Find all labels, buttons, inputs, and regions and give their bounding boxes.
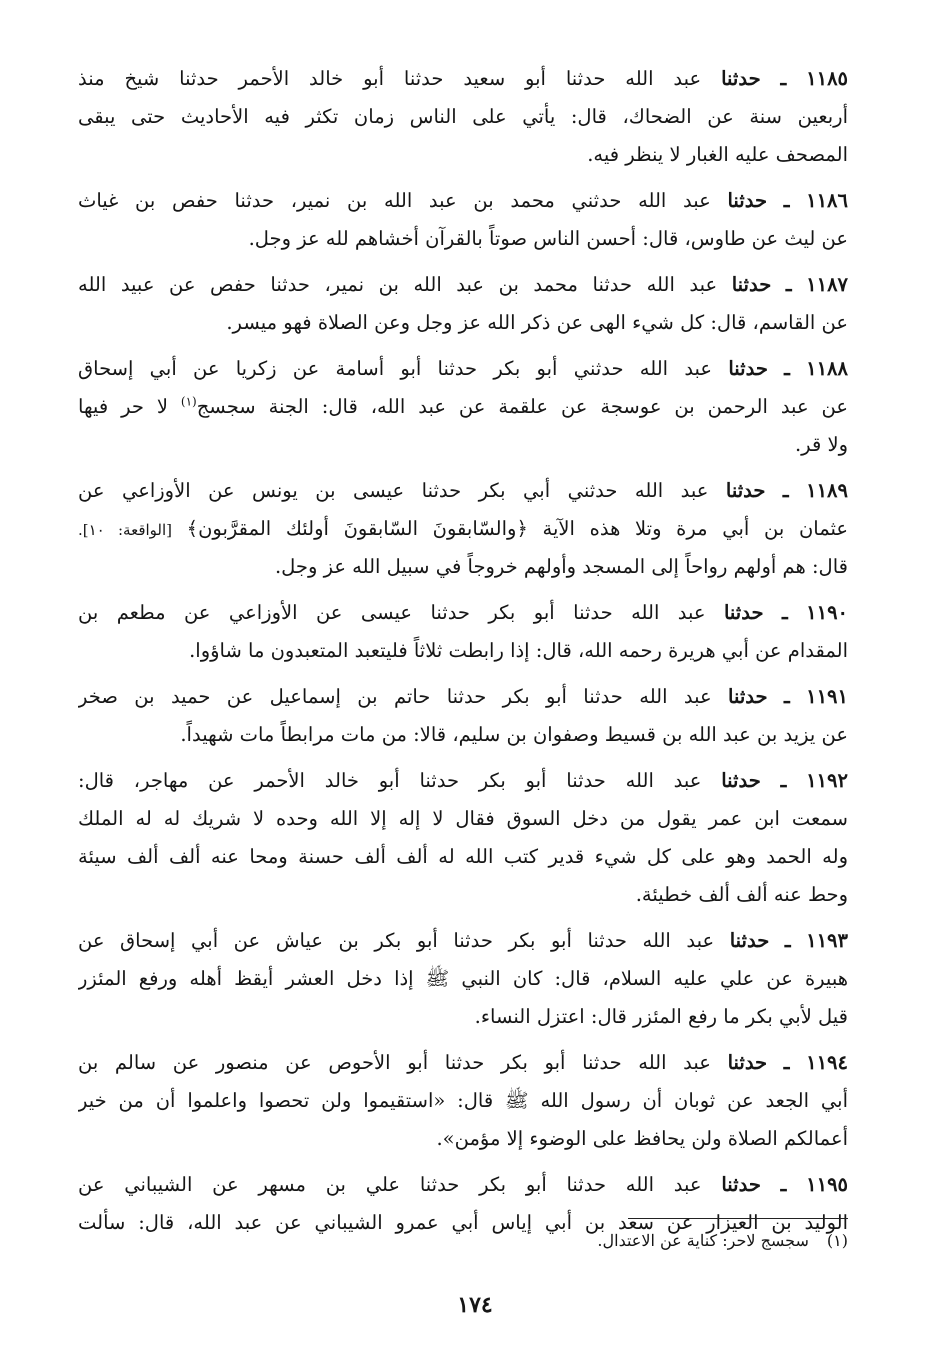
entry-number: ١١٨٨ — [806, 357, 848, 380]
hadith-entry-1189 — [78, 472, 848, 586]
entry-number: ١١٨٥ — [806, 67, 848, 90]
narration-keyword: حدثنا — [728, 357, 768, 380]
entry-line: ولا قر. — [794, 433, 848, 456]
footnote-divider — [628, 1218, 848, 1219]
hadith-entry-1187 — [78, 266, 848, 342]
narration-keyword: حدثنا — [721, 769, 761, 792]
entry-line: أبي الجعد عن ثوبان أن رسول الله ﷺ قال: «استقيموا ولن تحصوا واعلموا أن من خير — [78, 1089, 848, 1112]
entry-first-line: ١١٩٤ ـ حدثنا عبد الله حدثنا أبو بكر حدثنا أبو الأحوص عن منصور عن سالم بن — [78, 1051, 848, 1074]
narration-keyword: حدثنا — [721, 1173, 761, 1196]
entry-first-line: ١١٩٥ ـ حدثنا عبد الله حدثنا أبو بكر حدثنا علي بن مسهر عن الشيباني عن — [78, 1173, 848, 1196]
entry-number: ١١٩٣ — [806, 929, 848, 952]
entry-line: قال: هم أولهم رواحاً إلى المسجد وأولهم خروجاً في سبيل الله عز وجل. — [274, 555, 848, 578]
entry-line: سمعت ابن عمر يقول من دخل السوق فقال لا إله إلا الله وحده لا شريك له له الملك — [78, 807, 848, 830]
entry-line: وله الحمد وهو على كل شيء قدير كتب الله له ألف ألف حسنة ومحا عنه ألف ألف سيئة — [78, 845, 848, 868]
entry-line: عن القاسم، قال: كل شيء الهى عن ذكر الله عز وجل وعن الصلاة فهو ميسر. — [226, 311, 848, 334]
hadith-entry-1188 — [78, 350, 848, 464]
hadith-entry-1186 — [78, 182, 848, 258]
narration-keyword: حدثنا — [725, 479, 766, 502]
hadith-entry-1191 — [78, 678, 848, 754]
narration-keyword: حدثنا — [729, 929, 770, 952]
entry-line: عثمان بن أبي مرة وتلا هذه الآية ﴿والسّابقونَ السّابقونَ أولئك المقرَّبون﴾ [الواقعة: ١٠]. — [78, 517, 848, 540]
entry-number: ١١٨٦ — [806, 189, 848, 212]
entry-number: ١١٩٤ — [806, 1051, 848, 1074]
quran-verse-reference: [الواقعة: ١٠]. — [78, 521, 172, 539]
entry-line: عن عبد الرحمن بن عوسجة عن علقمة عن عبد الله، قال: الجنة سجسج$^{(١)}$ لا حر فيها — [78, 394, 848, 418]
entry-number: ١١٨٧ — [806, 273, 848, 296]
narration-keyword: حدثنا — [728, 685, 768, 708]
hadith-entry-1193 — [78, 922, 848, 1036]
narration-keyword: حدثنا — [723, 601, 764, 624]
footnote — [248, 1228, 848, 1254]
narration-keyword: حدثنا — [731, 273, 772, 296]
footnote-reference: (١) — [180, 394, 197, 409]
entry-first-line: ١١٨٥ ـ حدثنا عبد الله حدثنا أبو سعيد حدثنا أبو خالد الأحمر حدثنا شيخ منذ — [78, 67, 848, 90]
hadith-entry-1194 — [78, 1044, 848, 1158]
entry-number: ١١٩٠ — [806, 601, 848, 624]
entry-line: عن ليث عن طاوس، قال: أحسن الناس صوتاً بالقرآن أخشاهم لله عز وجل. — [248, 227, 848, 250]
entry-line: عن يزيد بن عبد الله بن قسيط وصفوان بن سليم، قالا: من مات مرابطاً مات شهيداً. — [180, 723, 848, 746]
entry-first-line: ١١٩١ ـ حدثنا عبد الله حدثنا أبو بكر حدثنا حاتم بن إسماعيل عن حميد بن صخر — [78, 685, 848, 708]
entry-line: قيل لأبي بكر ما رفع المئزر قال: اعتزل النساء. — [474, 1005, 848, 1028]
hadith-entry-1190 — [78, 594, 848, 670]
entry-line: الوليد بن العيزار عن سعد بن أبي إياس أبي عمرو الشيباني عن عبد الله، قال: سألت — [78, 1211, 848, 1234]
narration-keyword: حدثنا — [727, 1051, 768, 1074]
entry-number: ١١٩٢ — [806, 769, 848, 792]
entry-line: وحط عنه ألف ألف خطيئة. — [635, 883, 848, 906]
entry-number: ١١٩٥ — [806, 1173, 848, 1196]
narration-keyword: حدثنا — [727, 189, 768, 212]
entry-line: هبيرة عن علي عليه السلام، قال: كان النبي ﷺ إذا دخل العشر أيقظ أهله ورفع المئزر — [78, 967, 848, 990]
page-number: ١٧٤ — [457, 1292, 493, 1318]
hadith-entry-1185 — [78, 60, 848, 174]
entry-first-line: ١١٩٢ ـ حدثنا عبد الله حدثنا أبو بكر حدثنا أبو خالد الأحمر عن مهاجر، قال: — [78, 769, 848, 792]
entry-line: المقدام عن أبي هريرة رحمه الله، قال: إذا رابطت ثلاثاً فليتعبد المتعبدون ما شاؤوا. — [189, 639, 848, 662]
entry-line: أعمالكم الصلاة ولن يحافظ على الوضوء إلا مؤمن». — [436, 1127, 848, 1150]
narration-keyword: حدثنا — [721, 67, 761, 90]
entry-first-line: ١١٩٣ ـ حدثنا عبد الله حدثنا أبو بكر حدثنا أبو بكر بن عياش عن أبي إسحاق عن — [78, 929, 848, 952]
footnote-number: (١) — [826, 1231, 848, 1250]
entry-first-line: ١١٩٠ ـ حدثنا عبد الله حدثنا أبو بكر حدثنا عيسى عن الأوزاعي عن مطعم بن — [78, 601, 848, 624]
entry-first-line: ١١٨٧ ـ حدثنا عبد الله حدثنا محمد بن عبد الله بن نمير، حدثنا حفص عن عبيد الله — [78, 273, 848, 296]
entry-number: ١١٩١ — [806, 685, 848, 708]
hadith-entry-1192 — [78, 762, 848, 914]
entry-first-line: ١١٨٩ ـ حدثنا عبد الله حدثني أبي بكر حدثنا عيسى بن يونس عن الأوزاعي عن — [78, 479, 848, 502]
entry-line: أربعين سنة عن الضحاك، قال: يأتي على الناس زمان تكثر فيه الأحاديث حتى يبقى — [78, 105, 848, 128]
main-text — [78, 60, 848, 1250]
entry-line: المصحف عليه الغبار لا ينظر فيه. — [587, 143, 848, 166]
entry-first-line: ١١٨٨ ـ حدثنا عبد الله حدثني أبو بكر حدثنا أبو أسامة عن زكريا عن أبي إسحاق — [78, 357, 848, 380]
entry-number: ١١٨٩ — [806, 479, 848, 502]
footnote-text: سجسج لاحر: كناية عن الاعتدال. — [597, 1231, 809, 1250]
entry-first-line: ١١٨٦ ـ حدثنا عبد الله حدثني محمد بن عبد الله بن نمير، حدثنا حفص بن غياث — [78, 189, 848, 212]
